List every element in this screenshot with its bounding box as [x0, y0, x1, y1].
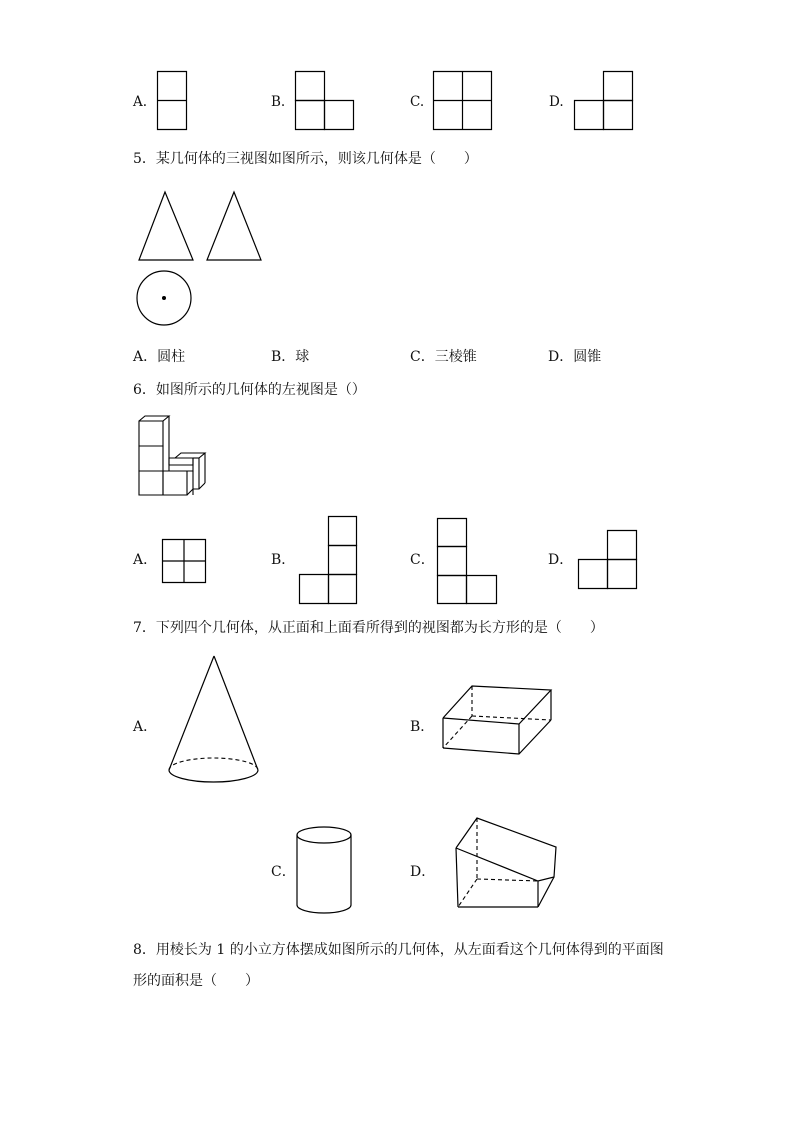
q6-option-b-figure	[299, 516, 359, 606]
q7-option-c-cylinder-figure	[295, 826, 355, 916]
q4-option-a-figure	[157, 71, 187, 131]
q7-option-b-label: B．	[410, 719, 435, 735]
q4-option-d-label: D.	[549, 94, 564, 110]
q5-option-a: A．圆柱	[133, 349, 186, 365]
q6-option-c-figure	[437, 518, 499, 606]
q7-option-d-label: D．	[410, 864, 436, 880]
q5-front-view-triangle	[139, 192, 193, 260]
q6-option-b-label: B．	[271, 552, 296, 568]
q6-option-a-figure	[162, 539, 208, 585]
q6-cube-stack-figure	[138, 412, 210, 498]
q6-option-a-label: A．	[133, 552, 158, 568]
q6-option-d-figure	[578, 530, 638, 590]
q4-option-b-figure	[295, 71, 355, 131]
q6-option-d-label: D．	[548, 552, 574, 568]
q7-option-b-box-figure	[440, 684, 554, 756]
q4-option-d-figure	[574, 71, 634, 131]
q4-option-b-label: B.	[271, 94, 286, 110]
q5-side-view-triangle	[207, 192, 261, 260]
q6-option-c-label: C．	[410, 552, 435, 568]
q7-question: 7．下列四个几何体，从正面和上面看所得到的视图都为长方形的是（ ）	[133, 620, 604, 636]
q5-option-b: B．球	[271, 349, 310, 365]
q4-option-c-label: C.	[410, 94, 425, 110]
q6-question: 6．如图所示的几何体的左视图是（）	[133, 382, 366, 398]
q8-question-line-1: 8．用棱长为 1 的小立方体摆成如图所示的几何体，从左面看这个几何体得到的平面图	[133, 942, 664, 958]
q7-option-d-prism-figure	[453, 815, 563, 911]
q5-question: 5．某几何体的三视图如图所示，则该几何体是（ ）	[133, 151, 478, 167]
q7-option-a-cone-figure	[166, 654, 262, 786]
q8-question-line-2: 形的面积是（ ）	[133, 973, 259, 989]
q4-option-c-figure	[433, 71, 493, 131]
q7-option-c-label: C．	[271, 864, 296, 880]
q7-option-a-label: A．	[133, 719, 158, 735]
q5-option-c: C．三棱锥	[410, 349, 477, 365]
q4-option-a-label: A.	[133, 94, 148, 110]
q5-top-view-center-dot	[162, 296, 166, 300]
q5-three-views-figure	[136, 188, 266, 333]
q5-option-d: D．圆锥	[548, 349, 602, 365]
